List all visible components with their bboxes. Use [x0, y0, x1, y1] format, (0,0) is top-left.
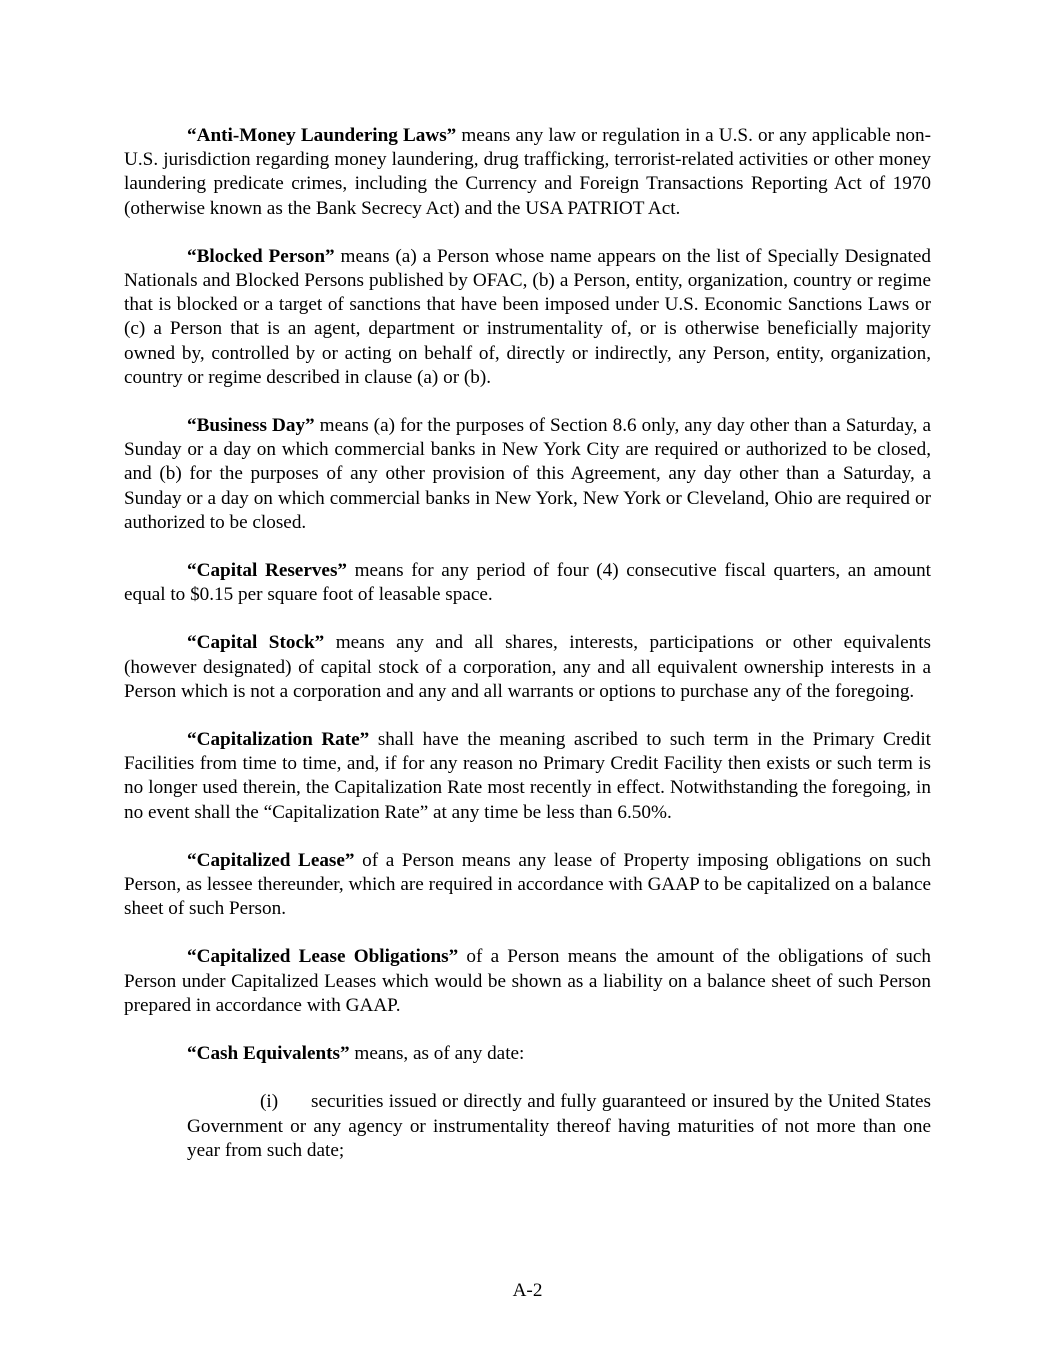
defined-term: “Business Day” [187, 415, 315, 437]
defined-term: “Anti-Money Laundering Laws” [187, 125, 457, 146]
defined-term: “Blocked Person” [187, 245, 335, 267]
definition-text: of a Person means the amount of the obligations of such Person under Capitalized Leases which would be shown as a liability on a balance sheet of such Person prepared in accordance with GAAP. [124, 946, 931, 1016]
definition-blocked-person [124, 245, 931, 390]
defined-term: “Capital Reserves” [187, 560, 348, 582]
definition-text: means, as of any date: [349, 1043, 525, 1065]
definition-text: means for any period of four (4) consecutive fiscal quarters, an amount equal to $0.15 per square foot of leasable space. [124, 560, 931, 606]
definition-text: means (a) for the purposes of Section 8.6 only, any day other than a Saturday, a Sunday or a day on which commercial banks in New York City are required or authorized to be closed, and (b) for the purposes of any other provision of this Agreement, any day other than a Saturday, a Sunday or a day on which commercial banks in New York, New York or Cleveland, Ohio are required or authorized to be closed. [124, 415, 931, 533]
document-page [124, 124, 931, 1163]
defined-term: “Cash Equivalents” [187, 1043, 350, 1065]
page-number: A-2 [512, 1280, 543, 1301]
definition-capitalized-lease [124, 849, 931, 922]
definition-capitalization-rate [124, 728, 931, 825]
defined-term: “Capital Stock” [187, 632, 325, 654]
definition-text: of a Person means any lease of Property imposing obligations on such Person, as lessee thereunder, which are required in accordance with GAAP to be capitalized on a balance sheet of such Person. [124, 849, 931, 920]
definition-cash-equivalents [124, 1042, 931, 1066]
defined-term: “Capitalized Lease” [187, 849, 355, 871]
defined-term: “Capitalization Rate” [187, 729, 370, 751]
definition-text: means (a) a Person whose name appears on the list of Specially Designated Nationals and Blocked Persons published by OFAC, (b) a Person, entity, organization, country or regime that is blocked or a target of sanctions that have been imposed under U.S. Economic Sanctions Laws or (c) a Person that is an agent, department or instrumentality of, or is otherwise beneficially majority owned by, controlled by or acting on behalf of, directly or indirectly, any Person, entity, organization, country or regime described in clause (a) or (b). [124, 245, 931, 388]
subclause-i [187, 1090, 931, 1163]
definition-text: shall have the meaning ascribed to such term in the Primary Credit Facilities from time to time, and, if for any reason no Primary Credit Facility then exists or such term is no longer used therein, the Capitalization Rate most recently in effect. Notwithstanding the foregoing, in no event shall the “Capitalization Rate” at any time be less than 6.50%. [124, 729, 931, 823]
subclause-text: securities issued or directly and fully guaranteed or insured by the United States Government or any agency or instrumentality thereof having maturities of not more than one year from such date; [187, 1091, 931, 1161]
definition-capitalized-lease-obligations [124, 945, 931, 1018]
subclause-number: (i) [260, 1091, 279, 1113]
definition-capital-reserves [124, 559, 931, 607]
definition-text: means any and all shares, interests, participations or other equivalents (however designated) of capital stock of a corporation, any and all equivalent ownership interests in a Person which is not a corporation and any and all warrants or options to purchase any of the foregoing. [124, 632, 931, 702]
defined-term: “Capitalized Lease Obligations” [187, 946, 459, 968]
definition-business-day [124, 414, 931, 535]
definition-capital-stock [124, 631, 931, 704]
definition-text: means any law or regulation in a U.S. or any applicable non-U.S. jurisdiction regarding money laundering, drug trafficking, terrorist-related activities or other money laundering predicate crimes, including the Currency and Foreign Transactions Reporting Act of 1970 (otherwise known as the Bank Secrecy Act) and the USA PATRIOT Act. [124, 125, 931, 219]
definition-anti-money-laundering-laws [124, 124, 931, 221]
